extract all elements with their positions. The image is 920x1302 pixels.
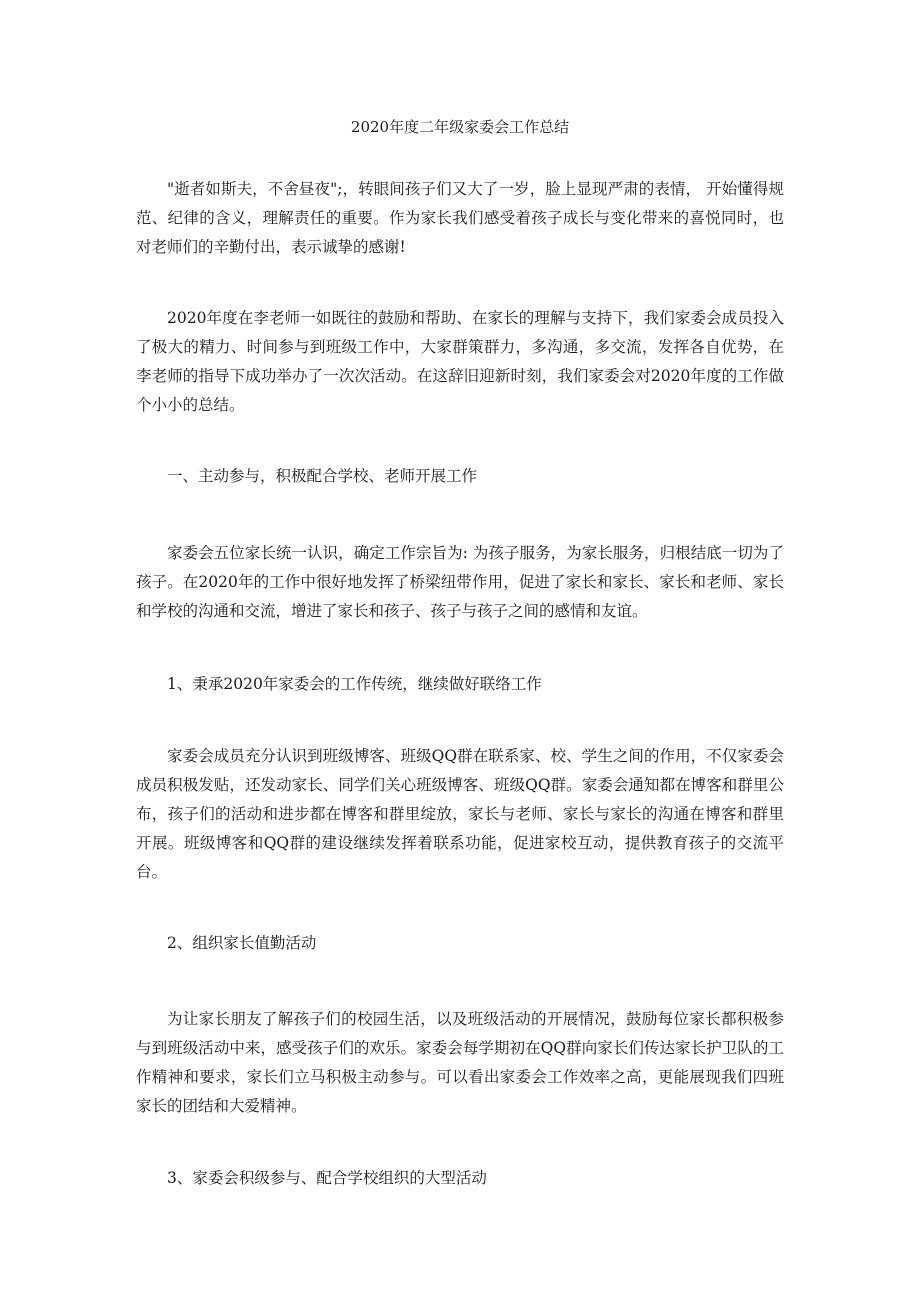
subsection-heading-2: 2、组织家长值勤活动 xyxy=(167,934,317,952)
subsection-heading-3: 3、家委会积级参与、配合学校组织的大型活动 xyxy=(167,1169,487,1187)
paragraph-purpose: 家委会五位家长统一认识，确定工作宗旨为: 为孩子服务，为家长服务，归根结底一切为了孩子。在2020年的工作中很好地发挥了桥梁纽带作用，促进了家长和家长、家长和老师、家长和学校的沟通和交流，增进了家长和孩子、孩子与孩子之间的感情和友谊。 xyxy=(136,544,784,620)
paragraph-duty: 为让家长朋友了解孩子们的校园生活，以及班级活动的开展情况，鼓励每位家长都积极参与到班级活动中来，感受孩子们的欢乐。家委会每学期初在QQ群向家长们传达家长护卫队的工作精神和要求，家长们立马积极主动参与。可以看出家委会工作效率之高，更能展现我们四班家长的团结和大爱精神。 xyxy=(136,1010,784,1115)
document-title: 2020年度二年级家委会工作总结 xyxy=(350,118,570,136)
subsection-heading-1: 1、秉承2020年家委会的工作传统，继续做好联络工作 xyxy=(167,675,542,693)
paragraph-intro: "逝者如斯夫，不舍昼夜";，转眼间孩子们又大了一岁，脸上显现严肃的表情， 开始懂得规范、纪律的含义，理解责任的重要。作为家长我们感受着孩子成长与变化带来的喜悦同时，也对老师们的辛勤付出，表示诚挚的感谢! xyxy=(136,180,784,256)
paragraph-overview: 2020年度在李老师一如既往的鼓励和帮助、在家长的理解与支持下，我们家委会成员投入了极大的精力、时间参与到班级工作中，大家群策群力，多沟通，多交流，发挥各自优势，在李老师的指导下成功举办了一次次活动。在这辞旧迎新时刻，我们家委会对2020年度的工作做个小小的总结。 xyxy=(136,309,784,414)
paragraph-liaison: 家委会成员充分认识到班级博客、班级QQ群在联系家、校、学生之间的作用，不仅家委会成员积极发贴，还发动家长、同学们关心班级博客、班级QQ群。家委会通知都在博客和群里公布，孩子们的活动和进步都在博客和群里绽放，家长与老师、家长与家长的沟通在博客和群里开展。班级博客和QQ群的建设继续发挥着联系功能，促进家校互动，提供教育孩子的交流平台。 xyxy=(136,747,784,881)
section-heading-1: 一、主动参与，积极配合学校、老师开展工作 xyxy=(167,467,478,485)
